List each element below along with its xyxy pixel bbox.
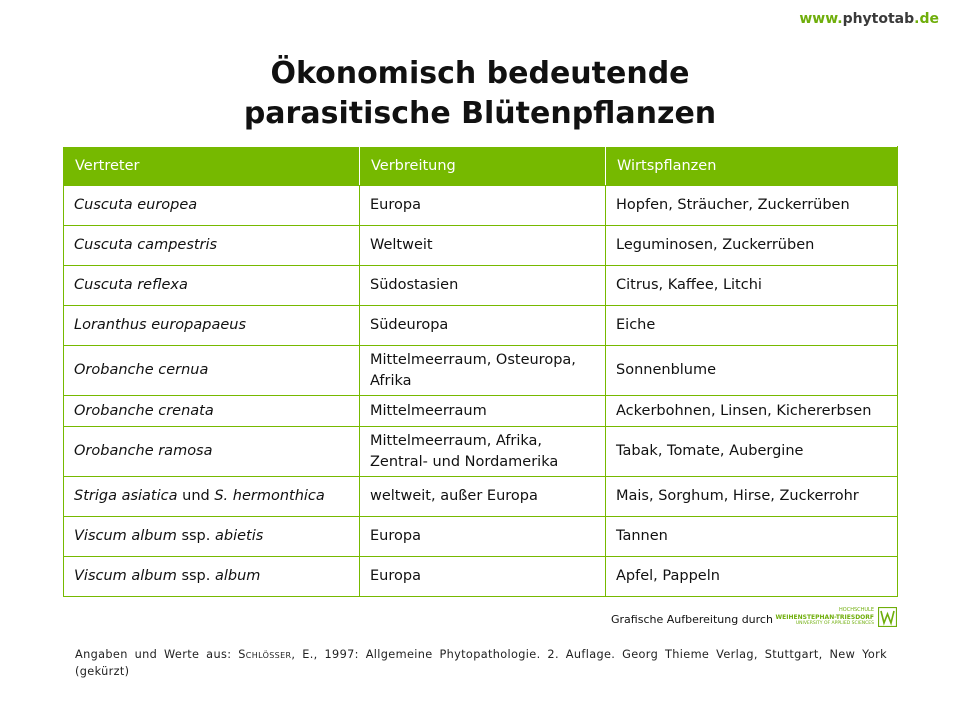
cell-verbreitung: Mittelmeerraum <box>360 396 606 427</box>
column-header-verbreitung: Verbreitung <box>360 147 606 186</box>
table-row <box>64 186 898 226</box>
species-name-a: Viscum album <box>74 568 177 584</box>
logo-line2: WEIHENSTEPHAN-TRIESDORF <box>775 614 874 621</box>
cell-vertreter: Cuscuta europea <box>64 186 360 226</box>
page-title <box>0 54 960 134</box>
table-row <box>64 226 898 266</box>
cell-verbreitung: Weltweit <box>360 226 606 266</box>
cell-vertreter: Cuscuta reflexa <box>64 266 360 306</box>
table-row <box>64 346 898 396</box>
source-author: Schlösser <box>238 648 292 661</box>
cell-wirtspflanzen: Eiche <box>606 306 898 346</box>
species-conjunction: ssp. <box>176 568 215 584</box>
cell-wirtspflanzen: Leguminosen, Zuckerrüben <box>606 226 898 266</box>
source-details: , E., 1997: Allgemeine Phytopathologie. 2. Auflage. Georg Thieme Verlag, Stuttgart, New York (gekürzt) <box>75 648 887 678</box>
species-name-a: Striga asiatica <box>74 488 178 504</box>
species-name-a: Viscum album <box>74 528 177 544</box>
site-url-name: phytotab <box>842 11 915 27</box>
logo-line1: HOCHSCHULE <box>839 607 874 613</box>
cell-verbreitung-line2: Zentral- und Nordamerika <box>370 453 559 470</box>
source-citation <box>75 646 887 680</box>
cell-verbreitung: Europa <box>360 517 606 557</box>
cell-vertreter: Orobanche crenata <box>64 396 360 427</box>
cell-vertreter <box>64 557 360 597</box>
cell-vertreter: Loranthus europapaeus <box>64 306 360 346</box>
column-header-vertreter: Vertreter <box>64 147 360 186</box>
cell-wirtspflanzen: Apfel, Pappeln <box>606 557 898 597</box>
cell-wirtspflanzen: Hopfen, Sträucher, Zuckerrüben <box>606 186 898 226</box>
cell-verbreitung: Europa <box>360 186 606 226</box>
species-conjunction: ssp. <box>176 528 215 544</box>
site-url[interactable] <box>799 11 939 27</box>
cell-verbreitung: weltweit, außer Europa <box>360 477 606 517</box>
logo-mark-icon <box>878 607 897 627</box>
cell-wirtspflanzen: Sonnenblume <box>606 346 898 396</box>
cell-wirtspflanzen: Tannen <box>606 517 898 557</box>
table-row <box>64 427 898 477</box>
cell-wirtspflanzen: Ackerbohnen, Linsen, Kichererbsen <box>606 396 898 427</box>
cell-verbreitung-line1: Mittelmeerraum, Osteuropa, <box>370 351 576 368</box>
table-row <box>64 396 898 427</box>
species-name-b: abietis <box>214 528 264 544</box>
page-title-line2: parasitische Blütenpflanzen <box>243 96 717 131</box>
cell-verbreitung <box>360 346 606 396</box>
cell-verbreitung-line1: Mittelmeerraum, Afrika, <box>370 432 543 449</box>
cell-vertreter: Orobanche ramosa <box>64 427 360 477</box>
page-title-line1: Ökonomisch bedeutende <box>270 56 690 91</box>
table-row <box>64 306 898 346</box>
table-row <box>64 266 898 306</box>
cell-wirtspflanzen: Mais, Sorghum, Hirse, Zuckerrohr <box>606 477 898 517</box>
cell-verbreitung-line2: Afrika <box>370 372 412 389</box>
cell-verbreitung: Europa <box>360 557 606 597</box>
table-row <box>64 477 898 517</box>
cell-verbreitung: Südeuropa <box>360 306 606 346</box>
cell-verbreitung <box>360 427 606 477</box>
cell-vertreter: Cuscuta campestris <box>64 226 360 266</box>
site-url-prefix: www. <box>799 11 843 27</box>
table-row <box>64 517 898 557</box>
cell-vertreter <box>64 517 360 557</box>
logo-line3: UNIVERSITY OF APPLIED SCIENCES <box>795 621 874 626</box>
species-conjunction: und <box>177 488 215 504</box>
table-header-row <box>64 147 898 186</box>
cell-wirtspflanzen: Citrus, Kaffee, Litchi <box>606 266 898 306</box>
cell-wirtspflanzen: Tabak, Tomate, Aubergine <box>606 427 898 477</box>
credit-text: Grafische Aufbereitung durch <box>611 613 773 626</box>
cell-vertreter <box>64 477 360 517</box>
column-header-wirtspflanzen: Wirtspflanzen <box>606 147 898 186</box>
site-url-suffix: .de <box>914 11 939 27</box>
source-prefix: Angaben und Werte aus: <box>75 648 239 661</box>
university-logo[interactable] <box>775 606 897 628</box>
species-name-b: S. hermonthica <box>214 488 325 504</box>
species-name-b: album <box>214 568 261 584</box>
cell-verbreitung: Südostasien <box>360 266 606 306</box>
parasite-table <box>63 146 898 597</box>
table-row <box>64 557 898 597</box>
cell-vertreter: Orobanche cernua <box>64 346 360 396</box>
